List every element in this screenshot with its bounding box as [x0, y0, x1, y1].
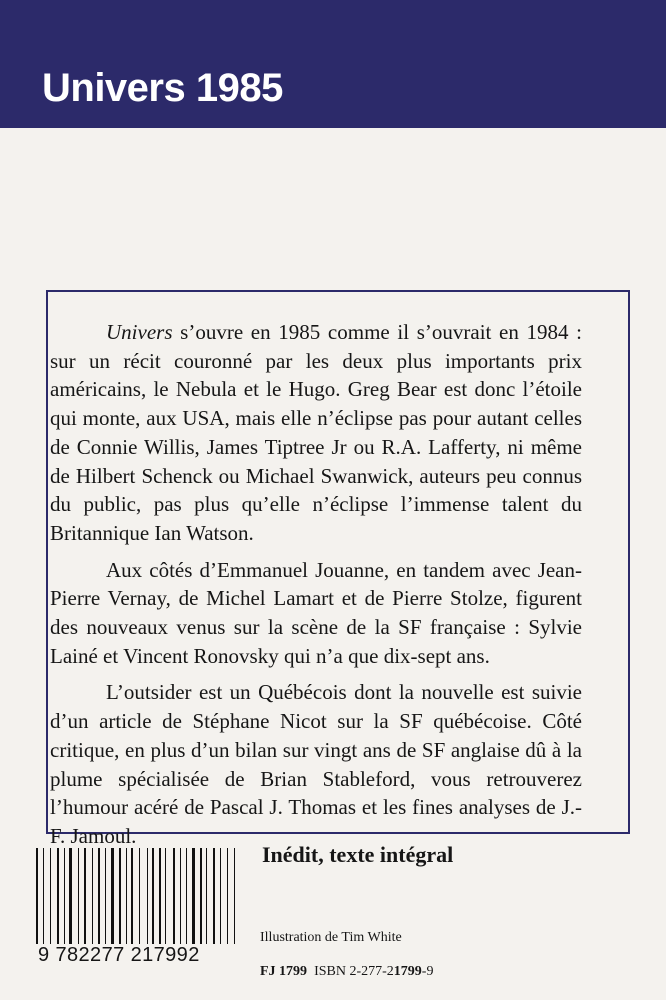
barcode-bar: [36, 848, 38, 944]
barcode-bar: [40, 848, 41, 944]
catalog-code: FJ 1799: [260, 964, 308, 979]
barcode-bar: [45, 848, 48, 944]
isbn-suffix: -9: [421, 964, 434, 979]
blurb-paragraph-3: L’outsider est un Québécois dont la nouvelle est suivie d’un article de Stéphane Nicot sur la SF québécoise. Côté critique, en plus d’un bilan sur vingt ans de SF anglaise dû à la plume spécialisée de Brian Stableford, vous retrouverez l’humour acéré de Pascal J. Thomas et les fines analyses de J.-F. Jamoul.: [50, 680, 582, 848]
barcode-bar: [87, 848, 90, 944]
barcode-bar: [119, 848, 121, 944]
barcode-bar: [183, 848, 185, 944]
barcode-bar: [163, 848, 164, 944]
barcode-bar: [50, 848, 51, 944]
barcode-bar: [234, 848, 235, 944]
barcode-bar: [159, 848, 161, 944]
barcode-bar: [206, 848, 207, 944]
barcode-bar: [227, 848, 228, 944]
barcode-bar: [128, 848, 129, 944]
barcode-bar: [230, 848, 232, 944]
blurb-paragraph-2: Aux côtés d’Emmanuel Jouanne, en tandem avec Jean-Pierre Vernay, de Michel Lamart et de Pierre Stolze, figurent des nouveaux venus sur la scène de la SF française : Sylvie Lainé et Vincent Ronovsky qui n’a que dix-sept ans.: [50, 557, 582, 668]
isbn-prefix: ISBN 2-277-2: [314, 964, 394, 979]
barcode-bar: [223, 848, 226, 944]
catalog-line: [260, 965, 433, 979]
blurb-paragraph-1: [50, 318, 582, 548]
barcode-bar: [102, 848, 103, 944]
blurb-italic-title: Univers: [106, 320, 173, 344]
barcode-bar: [197, 848, 198, 944]
barcode-bar: [74, 848, 76, 944]
barcode-bar: [165, 848, 166, 944]
barcode-bar: [217, 848, 218, 944]
barcode-bar: [152, 848, 154, 944]
barcode-bar: [189, 848, 190, 944]
barcode: [36, 848, 238, 944]
barcode-bar: [186, 848, 187, 944]
barcode-bar: [57, 848, 59, 944]
barcode-bar: [53, 848, 55, 944]
barcode-bar: [200, 848, 202, 944]
barcode-bar: [66, 848, 67, 944]
barcode-bar: [135, 848, 137, 944]
barcode-bar: [147, 848, 148, 944]
barcode-bar: [61, 848, 62, 944]
barcode-bar: [177, 848, 178, 944]
barcode-bar: [142, 848, 145, 944]
illustration-credit: Illustration de Tim White: [260, 930, 402, 945]
barcode-bar: [168, 848, 171, 944]
barcode-bar: [220, 848, 221, 944]
series-title: Univers 1985: [42, 66, 283, 110]
barcode-bar: [156, 848, 157, 944]
barcode-bar: [69, 848, 72, 944]
edition-note: Inédit, texte intégral: [262, 842, 454, 867]
barcode-bar: [204, 848, 205, 944]
barcode-bar: [105, 848, 106, 944]
barcode-bar: [213, 848, 215, 944]
blurb-text: [50, 318, 582, 851]
barcode-bar: [78, 848, 79, 944]
blurb-paragraph-1-text: s’ouvre en 1985 comme il s’ouvrait en 1984 : sur un récit couronné par les deux plus importants prix américains, le Nebula et le Hugo. Greg Bear est donc l’étoile qui monte, aux USA, mais elle n’éclipse pas pour autant celles de Connie Willis, James Tiptree Jr ou R.A. Lafferty, ni même de Hilbert Schenck ou Michael Swanwick, auteurs peu connus du public, pas plus qu’elle n’éclipse l’immense talent du Britannique Ian Watson.: [50, 320, 582, 545]
barcode-bar: [139, 848, 140, 944]
barcode-bar: [98, 848, 100, 944]
isbn-bold: 1799: [393, 964, 422, 979]
barcode-bar: [84, 848, 86, 944]
barcode-bar: [43, 848, 44, 944]
barcode-digits: 9 782277 217992: [38, 944, 200, 966]
barcode-bar: [64, 848, 65, 944]
barcode-bar: [116, 848, 117, 944]
barcode-bar: [92, 848, 93, 944]
barcode-bar: [81, 848, 82, 944]
barcode-bar: [149, 848, 150, 944]
barcode-bar: [111, 848, 114, 944]
barcode-bar: [123, 848, 124, 944]
barcode-bar: [95, 848, 96, 944]
barcode-bar: [237, 848, 238, 944]
barcode-bar: [126, 848, 127, 944]
barcode-bar: [192, 848, 195, 944]
barcode-bar: [209, 848, 211, 944]
barcode-bar: [173, 848, 175, 944]
barcode-bar: [180, 848, 181, 944]
barcode-bar: [131, 848, 133, 944]
barcode-bar: [107, 848, 109, 944]
